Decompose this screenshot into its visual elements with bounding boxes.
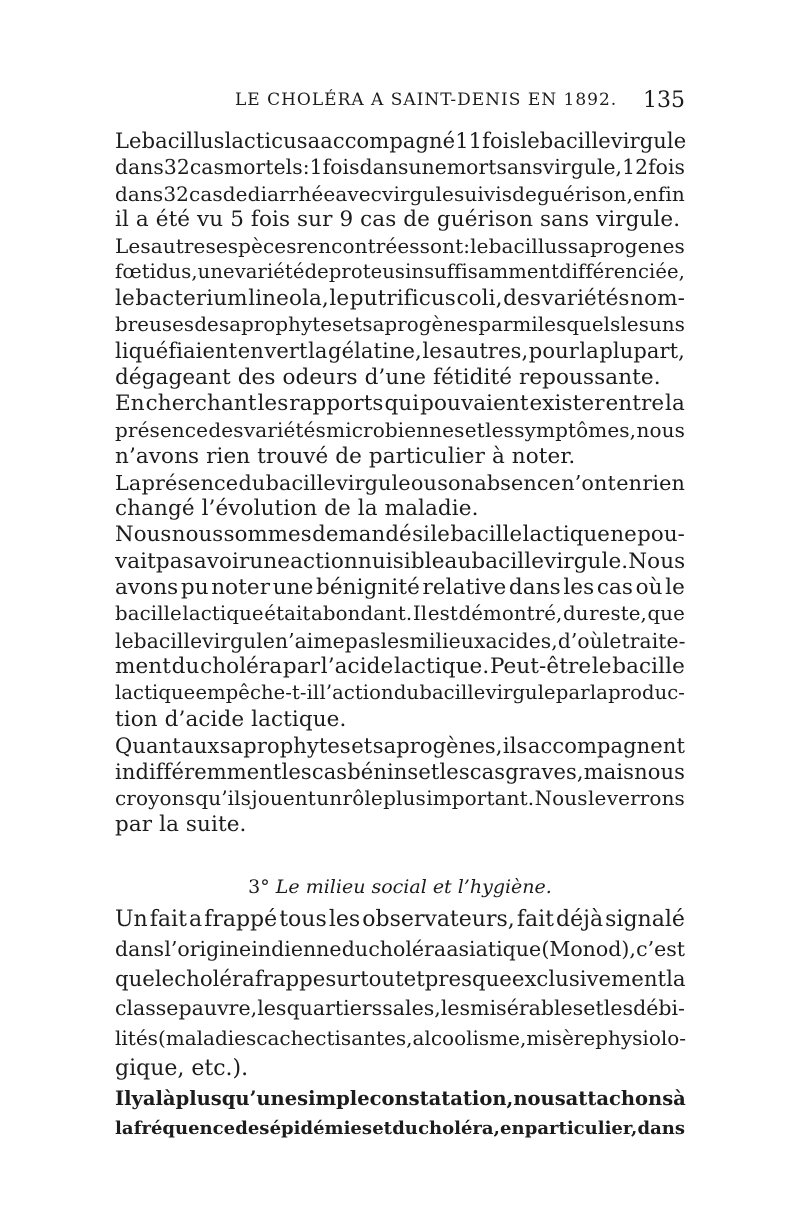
text-line: classe pauvre, les quartiers sales, les misérables et les débi- — [115, 996, 685, 1021]
section-body — [115, 905, 685, 1143]
text-line: la fréquence des épidémies et du choléra, en particulier, dans — [115, 1117, 685, 1139]
section-heading — [115, 876, 685, 898]
body-text — [115, 128, 685, 838]
text-line: Quant aux saprophytes et saprogènes, ils accompagnent — [115, 733, 685, 758]
text-line: n’avons rien trouvé de particulier à noter. — [115, 443, 576, 469]
paragraph-4 — [115, 470, 685, 523]
text-line: croyons qu’ils jouent un rôle plus important. Nous le verrons — [115, 786, 685, 811]
text-line: fœtidus, une variété de proteus insuffisamment différenciée, — [115, 260, 685, 284]
page-number: 135 — [643, 88, 685, 113]
paragraph-3 — [115, 391, 685, 470]
section-title: Le milieu social et l’hygiène. — [275, 876, 552, 898]
text-line: La présence du bacille virgule ou son absence n’ont en rien — [115, 470, 685, 495]
section-paragraph-1 — [115, 905, 685, 1084]
text-line: lactique empêche-t-il l’action du bacille virgule par la produc- — [115, 681, 685, 705]
text-line: présence des variétés microbiennes et les symptômes, nous — [115, 418, 685, 443]
text-line: tion d’acide lactique. — [115, 706, 347, 732]
text-line: bacille lactique était abondant. Il est démontré, du reste, que — [115, 602, 685, 626]
text-line: Le bacillus lacticus a accompagné 11 fois le bacille virgule — [115, 129, 687, 153]
section-number: 3° — [248, 876, 270, 898]
text-line: Il y a là plus qu’une simple constatation, nous attachons à — [115, 1086, 686, 1110]
running-head — [115, 90, 685, 120]
text-line: dans 32 cas mortels : 1 fois dans une mort sans virgule, 12 fois — [115, 155, 686, 180]
paragraph-5 — [115, 522, 685, 732]
text-line: dans 32 cas de diarrhée avec virgule suivis de guérison, enfin — [115, 181, 685, 206]
text-line: lités (maladies cachectisantes, alcoolisme, misère physiolo- — [115, 1026, 687, 1051]
text-line: gique, etc.). — [115, 1055, 249, 1081]
text-line: vait pas avoir une action nuisible au bacille virgule. Nous — [115, 548, 686, 574]
text-line: avons pu noter une bénignité relative dans les cas où le — [115, 575, 685, 601]
text-line: Les autres espèces rencontrées sont : le bacillus saprogenes — [115, 234, 685, 259]
text-line: indifféremment les cas bénins et les cas graves, mais nous — [115, 760, 685, 785]
text-line: liquéfiaient en vert la gélatine, les autres, pour la plupart, — [115, 339, 685, 364]
text-line: breuses de saprophytes et saprogènes parmi lesquels les uns — [115, 313, 685, 337]
running-title: LE CHOLÉRA A SAINT-DENIS EN 1892. — [235, 90, 618, 110]
paragraph-2 — [115, 233, 685, 391]
text-line: Nous nous sommes demandé si le bacille lactique ne pou- — [115, 522, 685, 548]
text-line: il a été vu 5 fois sur 9 cas de guérison sans virgule. — [115, 206, 681, 232]
text-line: le bacille virgule n’aime pas les milieux acides, d’où le traite- — [115, 628, 686, 653]
text-line: dégageant des odeurs d’une fétidité repoussante. — [115, 364, 661, 390]
text-line: Un fait a frappé tous les observateurs, fait déjà signalé — [115, 907, 685, 932]
text-line: que le choléra frappe surtout et presque exclusivement la — [115, 966, 686, 992]
text-line: par la suite. — [115, 811, 247, 837]
section-paragraph-2 — [115, 1084, 685, 1144]
text-line: le bacterium lineola, le putrificus coli, des variétés nom- — [115, 285, 685, 311]
text-line: changé l’évolution de la maladie. — [115, 496, 479, 522]
text-line: En cherchant les rapports qui pouvaient exister entre la — [115, 390, 685, 416]
text-line: dans l’origine indienne du choléra asiatique (Monod), c’est — [115, 936, 685, 961]
text-line: ment du choléra par l’acide lactique. Peut-être le bacille — [115, 653, 685, 679]
paragraph-1 — [115, 128, 685, 233]
paragraph-6 — [115, 733, 685, 838]
